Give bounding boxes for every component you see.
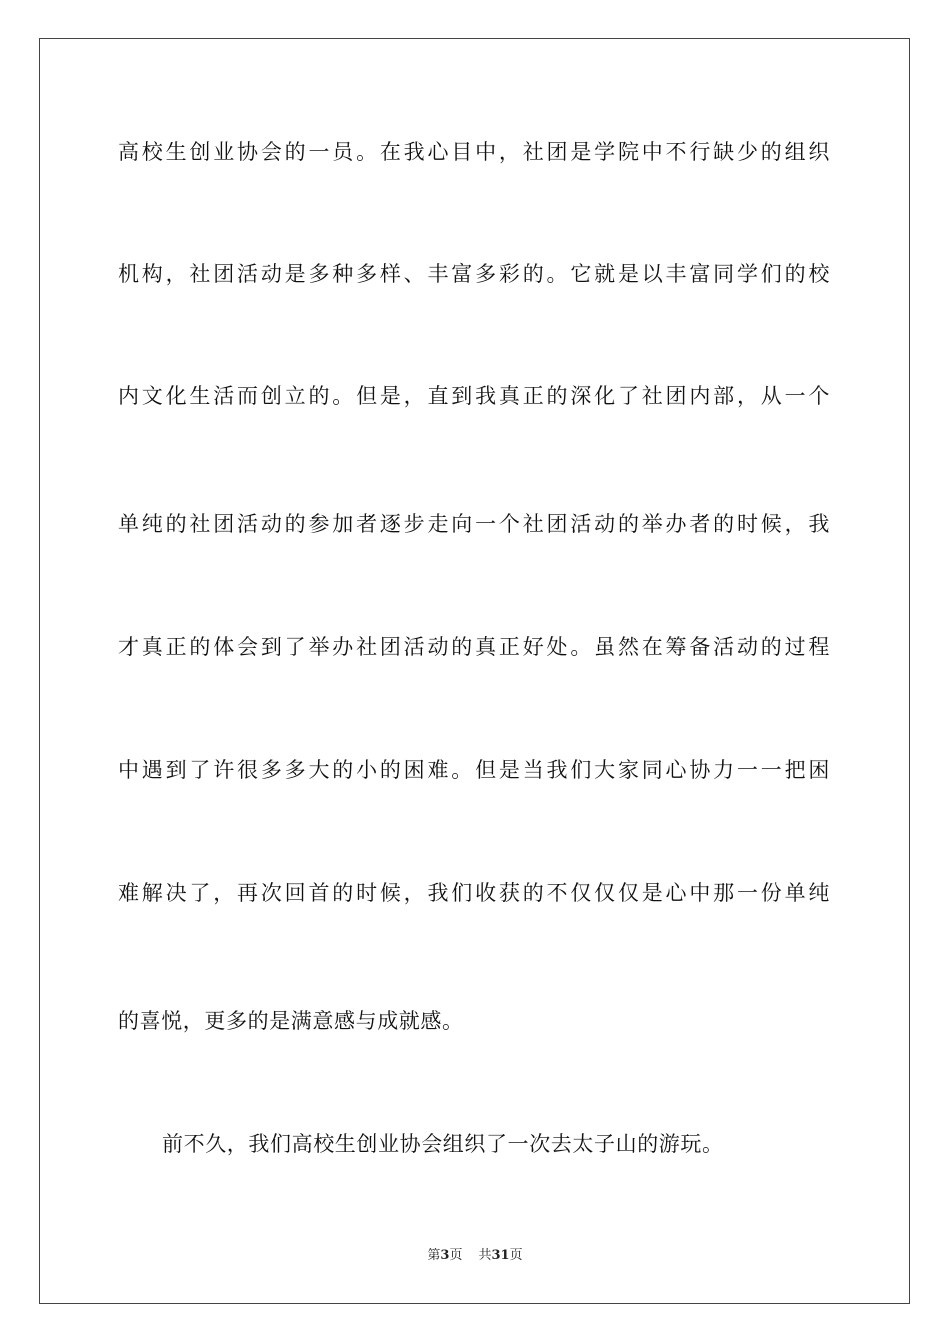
body-line-2: 机构，社团活动是多种多样、丰富多彩的。它就是以丰富同学们的校 [118, 262, 830, 286]
total-pages: 31 [491, 1248, 510, 1263]
body-line-7: 难解决了，再次回首的时候，我们收获的不仅仅仅是心中那一份单纯 [118, 881, 830, 905]
page-footer [0, 1247, 950, 1265]
page-number: 3 [440, 1248, 450, 1263]
page-prefix: 第 [427, 1248, 441, 1263]
body-line-1: 高校生创业协会的一员。在我心目中，社团是学院中不行缺少的组织 [118, 140, 830, 164]
total-prefix: 共 [478, 1248, 492, 1263]
body-line-6: 中遇到了许很多多大的小的困难。但是当我们大家同心协力一一把困 [118, 758, 830, 782]
paragraph-first-line: 前不久，我们高校生创业协会组织了一次去太子山的游玩。 [162, 1132, 724, 1156]
total-suffix: 页 [509, 1248, 523, 1263]
body-line-8: 的喜悦，更多的是满意感与成就感。 [118, 1009, 464, 1033]
body-line-4: 单纯的社团活动的参加者逐步走向一个社团活动的举办者的时候，我 [118, 512, 830, 536]
page-border [39, 38, 910, 1304]
body-line-5: 才真正的体会到了举办社团活动的真正好处。虽然在筹备活动的过程 [118, 635, 830, 659]
page-suffix: 页 [449, 1248, 463, 1263]
body-line-3: 内文化生活而创立的。但是，直到我真正的深化了社团内部，从一个 [118, 384, 830, 408]
